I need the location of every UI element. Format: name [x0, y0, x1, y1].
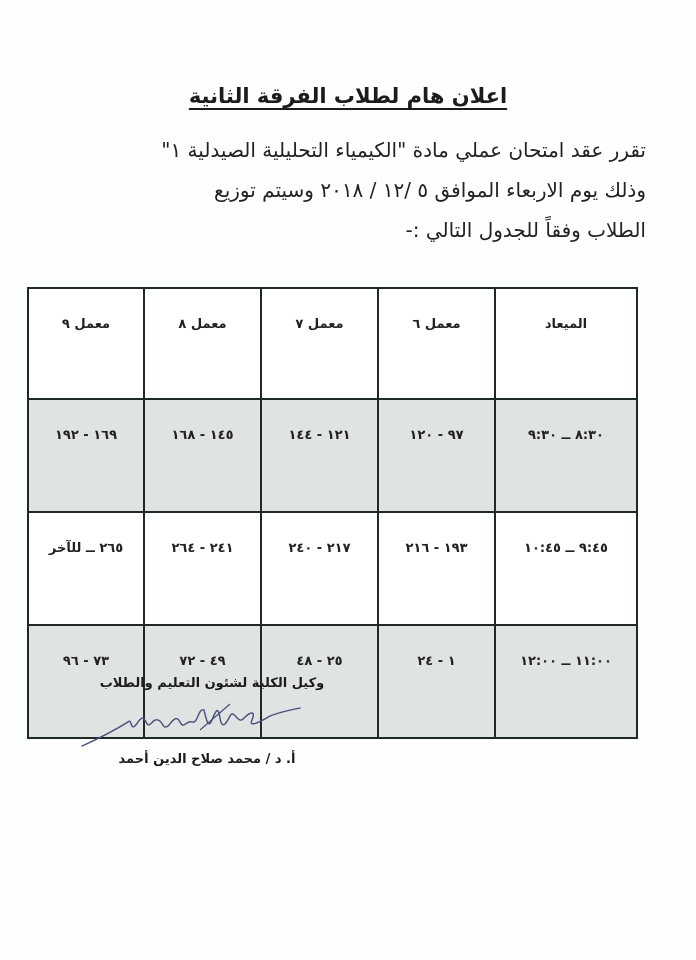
cell-lab-8: ٤٩ - ٧٢ — [144, 625, 261, 738]
handwritten-signature-icon — [80, 700, 310, 750]
cell-lab-6: ١ - ٢٤ — [378, 625, 495, 738]
table-row — [28, 512, 637, 625]
cell-lab-8: ٢٤١ - ٢٦٤ — [144, 512, 261, 625]
header-lab-8: معمل ٨ — [144, 288, 261, 399]
announcement-title — [0, 84, 696, 108]
header-lab-7: معمل ٧ — [261, 288, 378, 399]
table-row — [28, 399, 637, 512]
cell-lab-7: ٢١٧ - ٢٤٠ — [261, 512, 378, 625]
body-line-3: الطلاب وفقاً للجدول التالي :- — [405, 218, 646, 242]
cell-lab-7: ٢٥ - ٤٨ — [261, 625, 378, 738]
cell-lab-9: ١٦٩ - ١٩٢ — [28, 399, 144, 512]
cell-time: ٩:٤٥ ــ ١٠:٤٥ — [495, 512, 637, 625]
header-time: الميعاد — [495, 288, 637, 399]
signatory-name: أ. د / محمد صلاح الدين أحمد — [118, 752, 296, 767]
cell-lab-9: ٢٦٥ ــ للآخر — [28, 512, 144, 625]
cell-lab-6: ١٩٣ - ٢١٦ — [378, 512, 495, 625]
cell-time: ١١:٠٠ ــ ١٢:٠٠ — [495, 625, 637, 738]
cell-lab-7: ١٢١ - ١٤٤ — [261, 399, 378, 512]
cell-time: ٨:٣٠ ــ ٩:٣٠ — [495, 399, 637, 512]
body-line-1: تقرر عقد امتحان عملي مادة "الكيمياء التحليلية الصيدلية ١" — [161, 138, 646, 162]
table-header-row — [28, 288, 637, 399]
signatory-role: وكيل الكلية لشئون التعليم والطلاب — [99, 676, 325, 691]
announcement-title-text: اعلان هام لطلاب الفرقة الثانية — [188, 84, 508, 108]
cell-lab-6: ٩٧ - ١٢٠ — [378, 399, 495, 512]
exam-schedule-table — [27, 287, 638, 739]
header-lab-6: معمل ٦ — [378, 288, 495, 399]
cell-lab-9: ٧٣ - ٩٦ — [28, 625, 144, 738]
cell-lab-8: ١٤٥ - ١٦٨ — [144, 399, 261, 512]
header-lab-9: معمل ٩ — [28, 288, 144, 399]
body-line-2: وذلك يوم الاربعاء الموافق ٥ /١٢ / ٢٠١٨ وسيتم توزيع — [214, 178, 646, 202]
announcement-body — [161, 130, 646, 250]
